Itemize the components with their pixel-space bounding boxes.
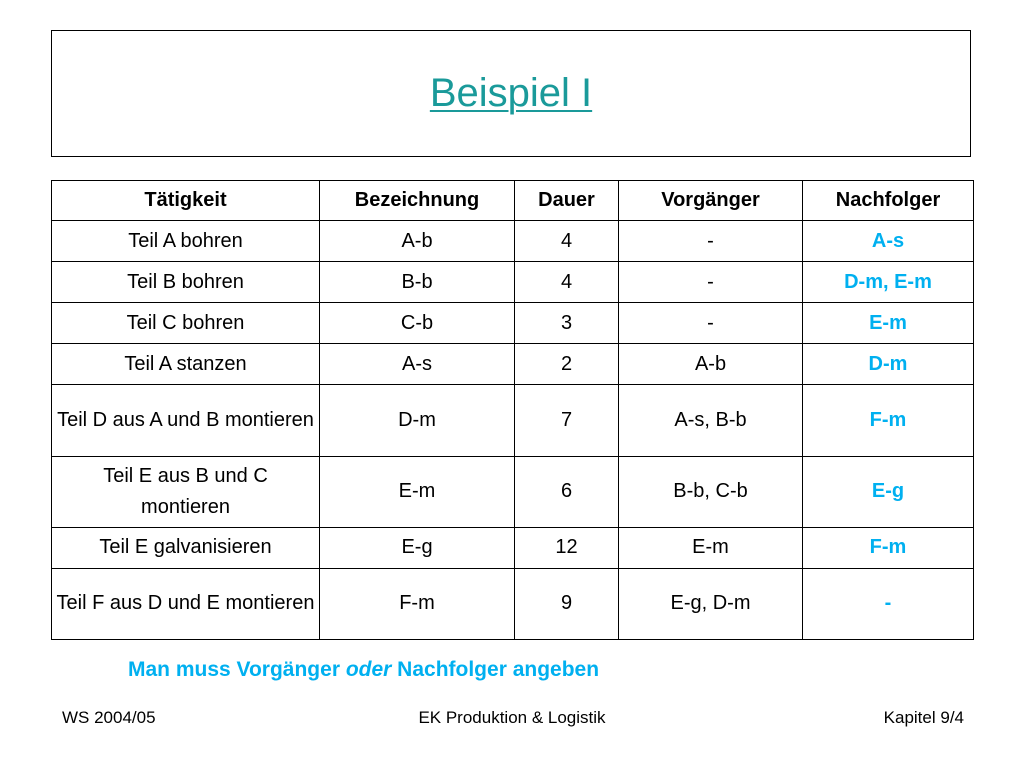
cell-bezeichnung: B-b xyxy=(320,262,515,303)
title-box xyxy=(51,30,971,157)
cell-bezeichnung: E-g xyxy=(320,527,515,568)
table-row xyxy=(52,456,974,527)
cell-bezeichnung: D-m xyxy=(320,385,515,456)
header-bezeichnung: Bezeichnung xyxy=(320,181,515,221)
table-row xyxy=(52,221,974,262)
cell-bezeichnung: F-m xyxy=(320,568,515,639)
note-part2: Nachfolger angeben xyxy=(391,658,600,681)
cell-bezeichnung: C-b xyxy=(320,303,515,344)
cell-nachfolger: D-m, E-m xyxy=(803,262,974,303)
table-row xyxy=(52,385,974,456)
slide-title: Beispiel I xyxy=(429,71,593,115)
cell-taetigkeit: Teil D aus A und B montieren xyxy=(52,385,320,456)
cell-vorgaenger: B-b, C-b xyxy=(619,456,803,527)
note-emphasis: oder xyxy=(345,658,392,681)
cell-taetigkeit: Teil C bohren xyxy=(52,303,320,344)
cell-dauer: 7 xyxy=(515,385,619,456)
note-text xyxy=(128,658,599,682)
cell-dauer: 12 xyxy=(515,527,619,568)
cell-bezeichnung: A-s xyxy=(320,344,515,385)
header-nachfolger: Nachfolger xyxy=(803,181,974,221)
cell-vorgaenger: A-s, B-b xyxy=(619,385,803,456)
table-row xyxy=(52,262,974,303)
header-vorgaenger: Vorgänger xyxy=(619,181,803,221)
cell-nachfolger: F-m xyxy=(803,385,974,456)
cell-nachfolger: - xyxy=(803,568,974,639)
cell-taetigkeit: Teil E galvanisieren xyxy=(52,527,320,568)
cell-dauer: 9 xyxy=(515,568,619,639)
cell-nachfolger: E-m xyxy=(803,303,974,344)
cell-nachfolger: D-m xyxy=(803,344,974,385)
table-row xyxy=(52,303,974,344)
cell-taetigkeit: Teil B bohren xyxy=(52,262,320,303)
footer-chapter: Kapitel 9/4 xyxy=(883,708,964,727)
footer-course: EK Produktion & Logistik xyxy=(418,708,606,727)
table-row xyxy=(52,344,974,385)
table-header-row xyxy=(52,181,974,221)
cell-taetigkeit: Teil A bohren xyxy=(52,221,320,262)
cell-vorgaenger: E-g, D-m xyxy=(619,568,803,639)
cell-vorgaenger: - xyxy=(619,221,803,262)
cell-taetigkeit: Teil A stanzen xyxy=(52,344,320,385)
cell-vorgaenger: - xyxy=(619,262,803,303)
cell-dauer: 2 xyxy=(515,344,619,385)
cell-bezeichnung: E-m xyxy=(320,456,515,527)
cell-taetigkeit: Teil F aus D und E montieren xyxy=(52,568,320,639)
cell-bezeichnung: A-b xyxy=(320,221,515,262)
cell-dauer: 6 xyxy=(515,456,619,527)
cell-dauer: 4 xyxy=(515,262,619,303)
cell-dauer: 4 xyxy=(515,221,619,262)
cell-vorgaenger: - xyxy=(619,303,803,344)
header-dauer: Dauer xyxy=(515,181,619,221)
cell-nachfolger: A-s xyxy=(803,221,974,262)
activity-table xyxy=(51,180,974,640)
note-part1: Man muss Vorgänger xyxy=(128,658,346,681)
table-row xyxy=(52,527,974,568)
cell-vorgaenger: A-b xyxy=(619,344,803,385)
cell-nachfolger: F-m xyxy=(803,527,974,568)
table-row xyxy=(52,568,974,639)
footer-semester: WS 2004/05 xyxy=(62,708,156,727)
cell-taetigkeit: Teil E aus B und C montieren xyxy=(52,456,320,527)
header-taetigkeit: Tätigkeit xyxy=(52,181,320,221)
cell-dauer: 3 xyxy=(515,303,619,344)
cell-nachfolger: E-g xyxy=(803,456,974,527)
cell-vorgaenger: E-m xyxy=(619,527,803,568)
